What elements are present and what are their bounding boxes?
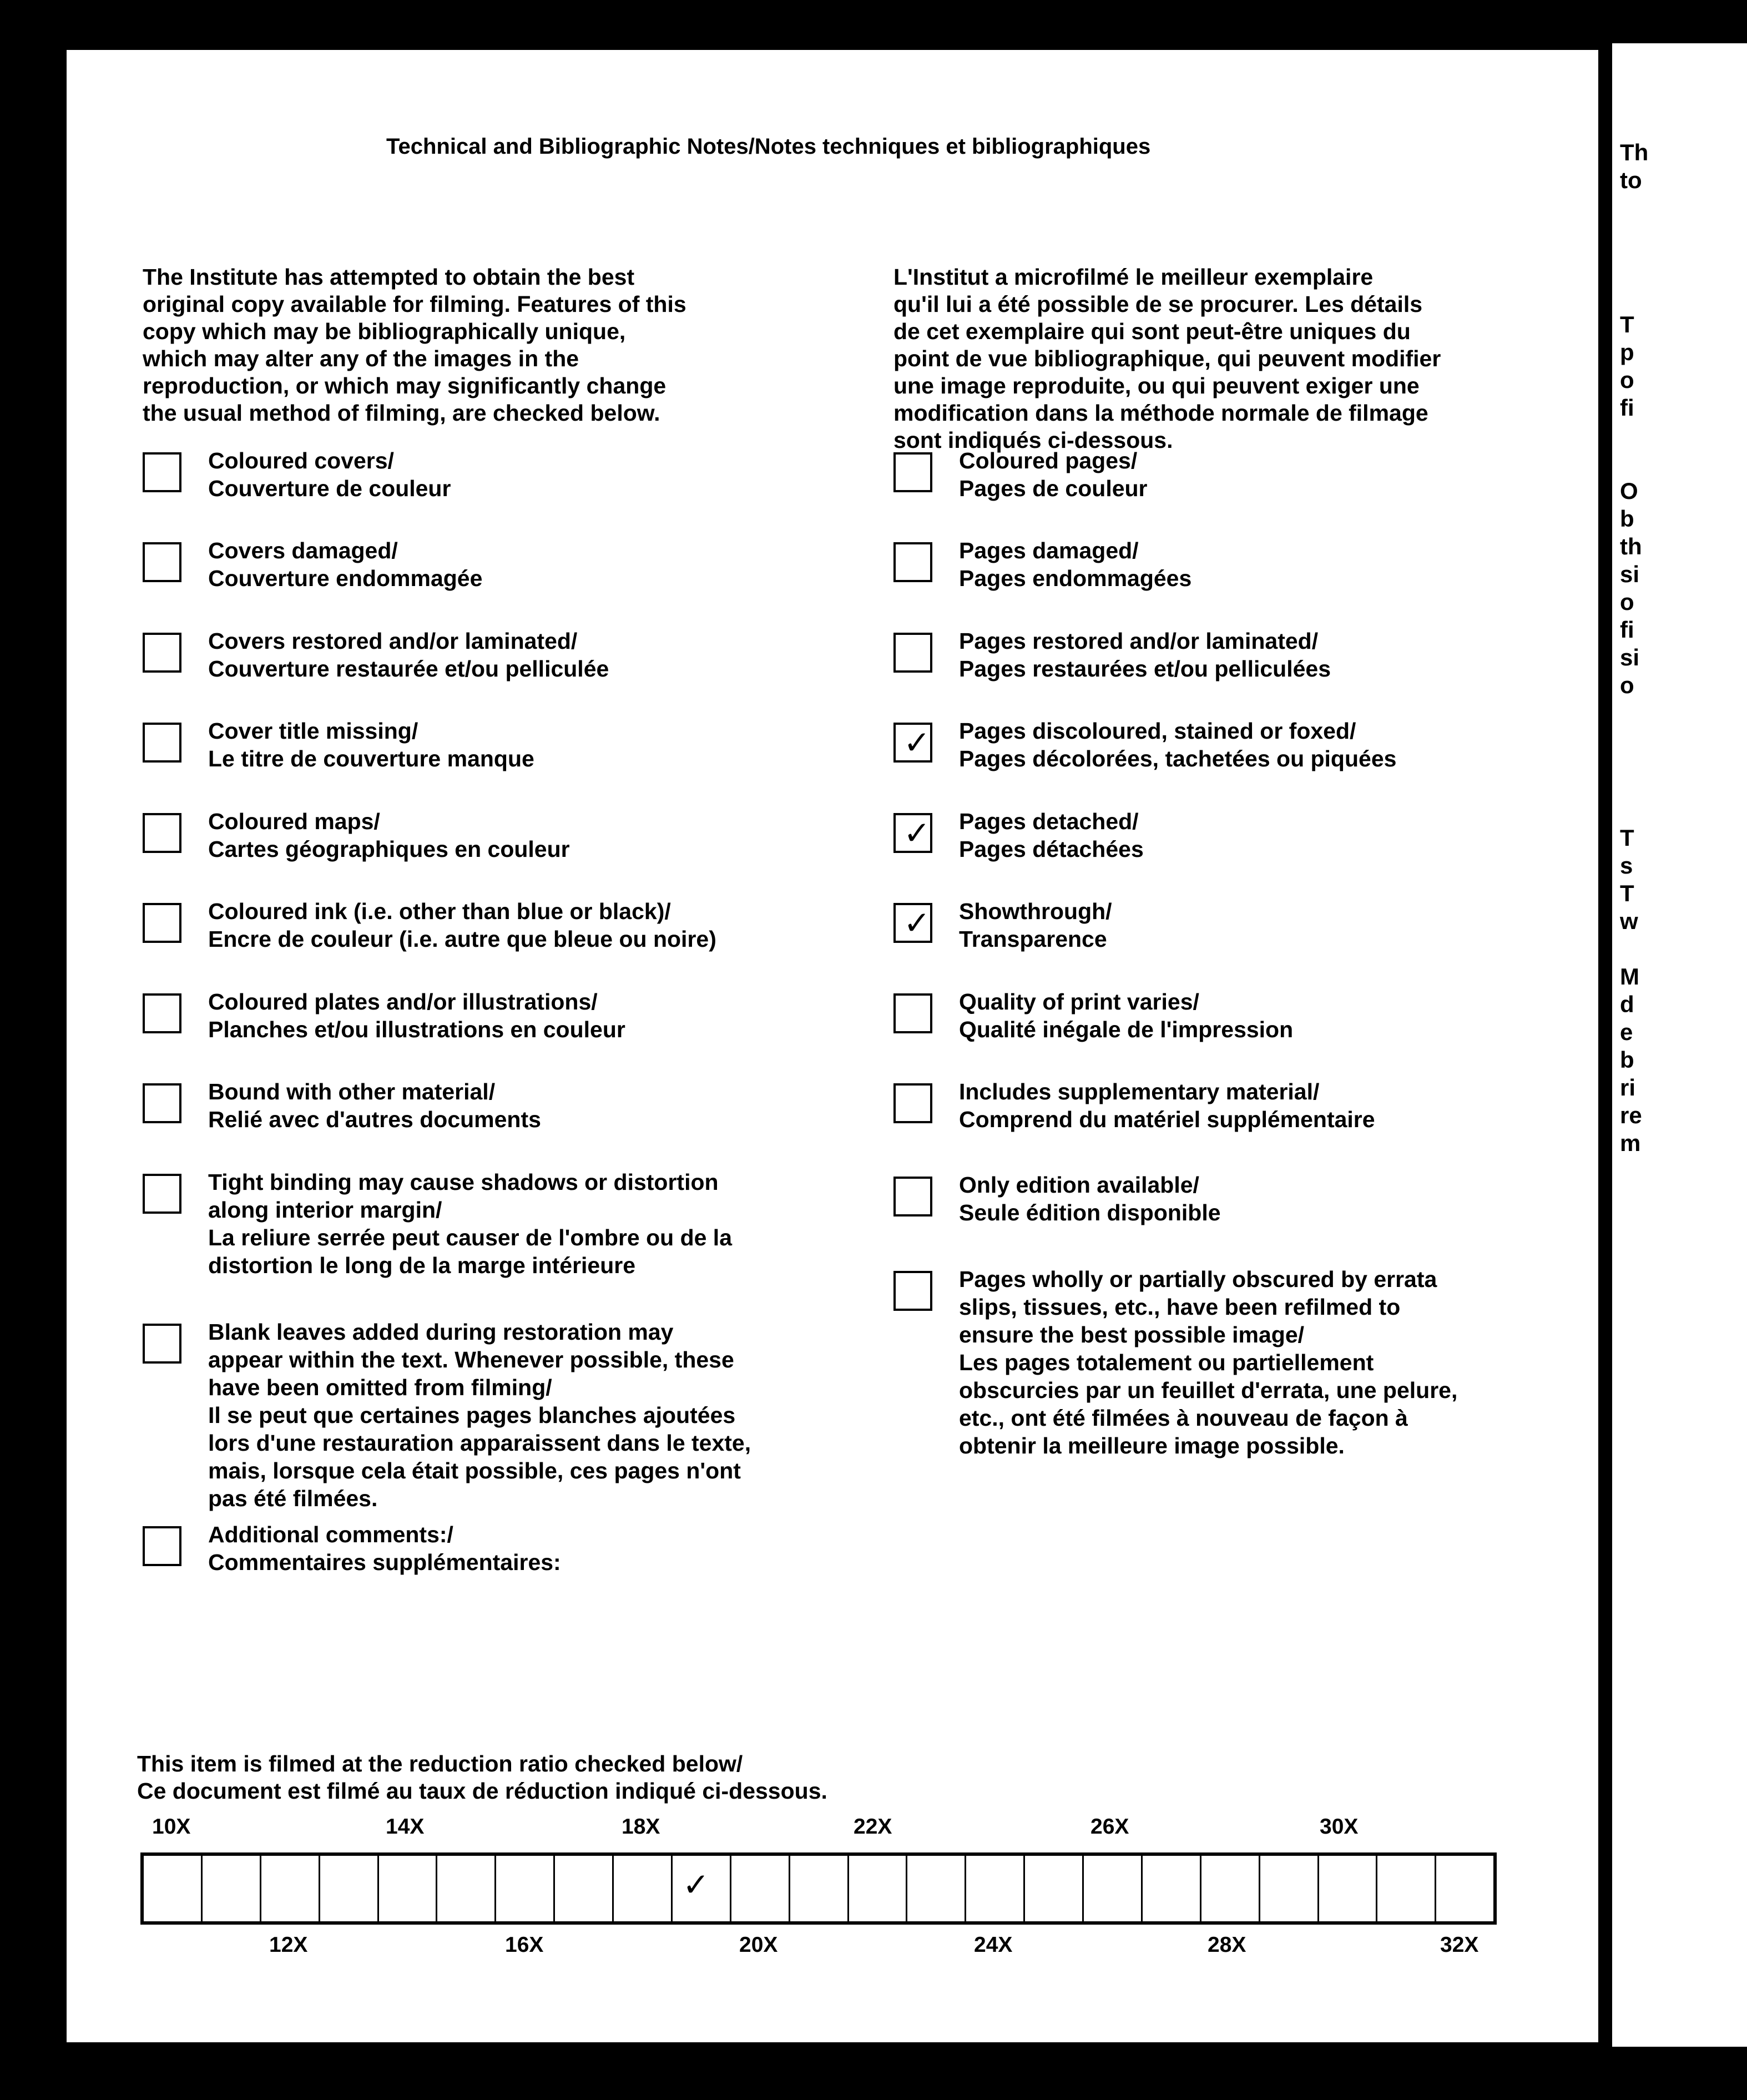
ratio-cell[interactable]	[1260, 1856, 1319, 1921]
label-line: Blank leaves added during restoration may	[208, 1319, 674, 1345]
checklist-label	[208, 1168, 732, 1279]
label-line: Pages detached/	[959, 809, 1139, 834]
edge-fragment: si	[1620, 644, 1640, 670]
label-line: appear within the text. Whenever possible, these	[208, 1347, 734, 1372]
edge-fragment: p	[1620, 339, 1634, 365]
label-line: Transparence	[959, 926, 1107, 952]
checkbox[interactable]	[143, 993, 181, 1033]
edge-fragment: to	[1620, 167, 1642, 193]
checkbox[interactable]	[893, 903, 932, 943]
checklist-label	[959, 988, 1293, 1043]
label-line: Bound with other material/	[208, 1079, 496, 1104]
scale-bottom-label: 20X	[739, 1933, 778, 1957]
label-line: have been omitted from filming/	[208, 1375, 552, 1400]
label-line: ensure the best possible image/	[959, 1322, 1305, 1347]
edge-fragment: b	[1620, 1047, 1634, 1073]
checklist-label	[208, 447, 451, 502]
checkbox[interactable]	[893, 993, 932, 1033]
ratio-cell[interactable]	[1025, 1856, 1084, 1921]
label-line: Cartes géographiques en couleur	[208, 836, 570, 862]
label-line: slips, tissues, etc., have been refilmed to	[959, 1294, 1401, 1320]
label-line: pas été filmées.	[208, 1486, 378, 1511]
checkbox[interactable]	[893, 542, 932, 582]
edge-fragment: o	[1620, 367, 1634, 393]
edge-fragment: e	[1620, 1019, 1633, 1045]
label-line: Planches et/ou illustrations en couleur	[208, 1017, 625, 1042]
checkbox[interactable]	[143, 1174, 181, 1214]
edge-fragment: b	[1620, 506, 1634, 532]
checkbox[interactable]	[143, 813, 181, 853]
label-line: Qualité inégale de l'impression	[959, 1017, 1294, 1042]
edge-fragment: fi	[1620, 395, 1634, 421]
label-line: Coloured ink (i.e. other than blue or black)/	[208, 898, 671, 924]
label-line: Couverture restaurée et/ou pelliculée	[208, 656, 609, 682]
checklist-label	[208, 1078, 541, 1133]
intro-line: point de vue bibliographique, qui peuvent modifier	[893, 346, 1441, 371]
ratio-cell[interactable]	[555, 1856, 614, 1921]
edge-fragment: o	[1620, 672, 1634, 698]
label-line: Tight binding may cause shadows or distortion	[208, 1169, 719, 1195]
scale-bottom-label: 16X	[505, 1933, 544, 1957]
page-title: Technical and Bibliographic Notes/Notes techniques et bibliographiques	[386, 134, 1151, 159]
scale-top-label: 22X	[854, 1815, 892, 1839]
checkbox[interactable]	[143, 452, 181, 492]
ratio-cell[interactable]	[673, 1856, 731, 1921]
checklist-label	[208, 627, 609, 683]
intro-line: modification dans la méthode normale de filmage	[893, 400, 1428, 426]
checklist-label	[959, 717, 1396, 773]
checklist-label	[208, 897, 716, 953]
ratio-cell[interactable]	[1319, 1856, 1378, 1921]
label-line: Coloured pages/	[959, 448, 1138, 473]
label-line: Cover title missing/	[208, 718, 418, 744]
intro-english	[143, 264, 686, 427]
label-line: Includes supplementary material/	[959, 1079, 1320, 1104]
label-line: Il se peut que certaines pages blanches ajoutées	[208, 1402, 736, 1428]
intro-line: qu'il lui a été possible de se procurer. Les détails	[893, 291, 1423, 317]
label-line: Encre de couleur (i.e. autre que bleue ou noire)	[208, 926, 716, 952]
scale-bottom-label: 32X	[1440, 1933, 1479, 1957]
checkbox[interactable]	[893, 452, 932, 492]
reduction-ratio-text	[137, 1750, 827, 1805]
ratio-cell[interactable]	[437, 1856, 496, 1921]
label-line: mais, lorsque cela était possible, ces pages n'ont	[208, 1458, 741, 1483]
label-line: Couverture endommagée	[208, 566, 483, 591]
checkbox[interactable]	[893, 723, 932, 763]
checklist-label	[959, 447, 1148, 502]
checkbox[interactable]	[893, 1083, 932, 1123]
ratio-cell[interactable]	[320, 1856, 379, 1921]
checkbox[interactable]	[143, 1526, 181, 1566]
checkbox[interactable]	[893, 813, 932, 853]
ratio-cell[interactable]	[1143, 1856, 1201, 1921]
edge-fragment: th	[1620, 533, 1642, 559]
checklist-label	[208, 988, 625, 1043]
ratio-cell[interactable]	[261, 1856, 320, 1921]
label-line: Coloured covers/	[208, 448, 394, 473]
intro-line: de cet exemplaire qui sont peut-être uniques du	[893, 319, 1411, 344]
checkbox[interactable]	[143, 903, 181, 943]
intro-line: The Institute has attempted to obtain the best	[143, 264, 635, 290]
label-line: along interior margin/	[208, 1197, 442, 1223]
label-line: Pages discoloured, stained or foxed/	[959, 718, 1356, 744]
label-line: Relié avec d'autres documents	[208, 1107, 541, 1132]
ratio-cell[interactable]	[790, 1856, 849, 1921]
edge-fragment: Th	[1620, 139, 1649, 165]
scale-bottom-label: 28X	[1208, 1933, 1246, 1957]
checklist-label	[208, 807, 570, 863]
label-line: Only edition available/	[959, 1172, 1199, 1198]
checklist-label	[959, 1078, 1375, 1133]
check-mark-icon: ✓	[903, 725, 931, 761]
check-mark-icon: ✓	[903, 815, 931, 851]
label-line: Pages endommagées	[959, 566, 1192, 591]
checklist-label	[208, 717, 534, 773]
label-line: distortion le long de la marge intérieure	[208, 1253, 636, 1278]
checklist-label	[959, 897, 1112, 953]
form-page	[67, 50, 1598, 2042]
label-line: lors d'une restauration apparaissent dans le texte,	[208, 1430, 751, 1456]
intro-french	[893, 264, 1441, 454]
check-mark-icon: ✓	[903, 905, 931, 941]
reduction-line: Ce document est filmé au taux de réduction indiqué ci-dessous.	[137, 1778, 827, 1804]
intro-line: sont indiqués ci-dessous.	[893, 427, 1173, 453]
checklist-label	[959, 1265, 1457, 1460]
ratio-cell[interactable]	[379, 1856, 438, 1921]
intro-line: L'Institut a microfilmé le meilleur exemplaire	[893, 264, 1374, 290]
label-line: Pages de couleur	[959, 476, 1148, 501]
checklist-label	[959, 627, 1331, 683]
label-line: Seule édition disponible	[959, 1200, 1221, 1225]
ratio-cell[interactable]	[1436, 1856, 1493, 1921]
scale-top-label: 14X	[386, 1815, 425, 1839]
label-line: obscurcies par un feuillet d'errata, une pelure,	[959, 1377, 1458, 1403]
label-line: Pages wholly or partially obscured by errata	[959, 1266, 1437, 1292]
scale-bottom-label: 24X	[974, 1933, 1013, 1957]
ratio-cell[interactable]	[966, 1856, 1025, 1921]
reduction-ratio-grid	[140, 1852, 1497, 1925]
ratio-cell[interactable]	[614, 1856, 673, 1921]
ratio-cell[interactable]	[1377, 1856, 1436, 1921]
label-line: La reliure serrée peut causer de l'ombre ou de la	[208, 1225, 733, 1250]
label-line: Coloured maps/	[208, 809, 380, 834]
checklist-label	[208, 1318, 751, 1512]
ratio-cell[interactable]	[203, 1856, 261, 1921]
edge-fragment: d	[1620, 991, 1634, 1017]
checkbox[interactable]	[143, 542, 181, 582]
checklist-label	[959, 1171, 1221, 1226]
label-line: Additional comments:/	[208, 1522, 453, 1547]
label-line: Les pages totalement ou partiellement	[959, 1350, 1374, 1375]
edge-fragment: T	[1620, 311, 1634, 337]
ratio-cell[interactable]	[907, 1856, 966, 1921]
ratio-cell[interactable]	[496, 1856, 555, 1921]
scale-top-label: 30X	[1320, 1815, 1359, 1839]
checklist-label	[959, 807, 1144, 863]
scale-top-label: 26X	[1090, 1815, 1129, 1839]
label-line: Coloured plates and/or illustrations/	[208, 989, 598, 1014]
label-line: Comprend du matériel supplémentaire	[959, 1107, 1375, 1132]
ratio-cell[interactable]	[1084, 1856, 1143, 1921]
ratio-cell[interactable]	[849, 1856, 908, 1921]
checkbox[interactable]	[893, 1271, 932, 1311]
edge-fragment: w	[1620, 908, 1638, 934]
label-line: Pages décolorées, tachetées ou piquées	[959, 746, 1397, 771]
intro-line: the usual method of filming, are checked below.	[143, 400, 660, 426]
edge-fragment: re	[1620, 1102, 1642, 1128]
label-line: Covers restored and/or laminated/	[208, 628, 578, 654]
scale-bottom-label: 12X	[269, 1933, 308, 1957]
checkbox[interactable]	[143, 1324, 181, 1364]
label-line: obtenir la meilleure image possible.	[959, 1433, 1345, 1458]
checklist-label	[208, 537, 482, 592]
edge-fragment: fi	[1620, 617, 1634, 643]
intro-line: une image reproduite, ou qui peuvent exiger une	[893, 373, 1420, 398]
checkbox[interactable]	[143, 1083, 181, 1123]
checklist-label	[959, 537, 1191, 592]
edge-fragment: s	[1620, 852, 1633, 879]
checklist-label	[208, 1521, 561, 1576]
adjacent-page-edge	[1612, 43, 1747, 2047]
label-line: Couverture de couleur	[208, 476, 451, 501]
label-line: etc., ont été filmées à nouveau de façon à	[959, 1405, 1408, 1431]
intro-line: which may alter any of the images in the	[143, 346, 579, 371]
edge-fragment: m	[1620, 1130, 1641, 1156]
label-line: Pages restored and/or laminated/	[959, 628, 1319, 654]
intro-line: original copy available for filming. Features of this	[143, 291, 686, 317]
edge-fragment: o	[1620, 589, 1634, 615]
label-line: Quality of print varies/	[959, 989, 1199, 1014]
edge-fragment: T	[1620, 825, 1634, 851]
ratio-cell[interactable]	[1201, 1856, 1260, 1921]
edge-fragment: M	[1620, 963, 1639, 990]
check-mark-icon: ✓	[682, 1867, 710, 1903]
scale-top-label: 10X	[152, 1815, 191, 1839]
edge-fragment: si	[1620, 561, 1640, 587]
label-line: Covers damaged/	[208, 538, 398, 563]
intro-line: reproduction, or which may significantly change	[143, 373, 667, 398]
reduction-line: This item is filmed at the reduction ratio checked below/	[137, 1751, 743, 1776]
scale-top-label: 18X	[622, 1815, 660, 1839]
ratio-cell[interactable]	[731, 1856, 790, 1921]
label-line: Pages damaged/	[959, 538, 1139, 563]
label-line: Pages détachées	[959, 836, 1144, 862]
label-line: Showthrough/	[959, 898, 1112, 924]
checkbox[interactable]	[143, 633, 181, 673]
edge-fragment: T	[1620, 880, 1634, 906]
checkbox[interactable]	[893, 633, 932, 673]
checkbox[interactable]	[893, 1177, 932, 1216]
label-line: Pages restaurées et/ou pelliculées	[959, 656, 1331, 682]
label-line: Commentaires supplémentaires:	[208, 1549, 561, 1575]
label-line: Le titre de couverture manque	[208, 746, 534, 771]
edge-fragment: O	[1620, 478, 1638, 504]
edge-fragment: ri	[1620, 1074, 1636, 1101]
checkbox[interactable]	[143, 723, 181, 763]
ratio-cell[interactable]	[144, 1856, 203, 1921]
intro-line: copy which may be bibliographically unique,	[143, 319, 626, 344]
